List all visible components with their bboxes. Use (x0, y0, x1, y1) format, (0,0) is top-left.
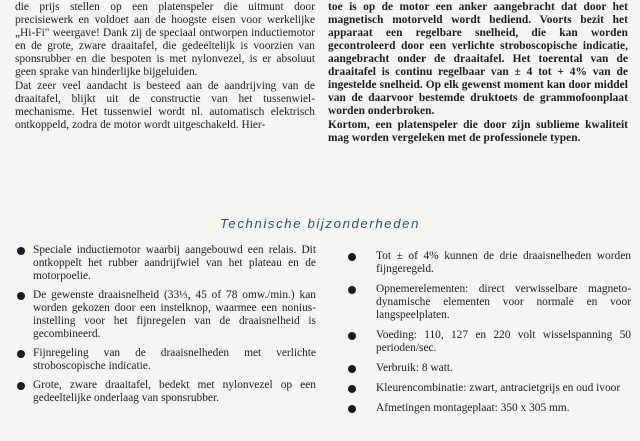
bullet-icon (348, 405, 356, 413)
bullet-icon (348, 286, 356, 294)
spec-item (16, 379, 316, 405)
spec-text: Speciale inductiemotor waarbij aangebouwd een relais. Dit ontkoppelt het rubber aandrijfwiel van het plateau en de motorpoelie. (33, 244, 316, 283)
spec-item (346, 283, 631, 322)
bullet-icon (17, 247, 25, 255)
spec-item (16, 244, 316, 283)
bullet-icon (348, 253, 356, 261)
bullet-icon (17, 292, 25, 300)
spec-text: De gewenste draaisnelheid (33⅓, 45 of 78 omw./min.) kan worden gekozen door een instelknop, waarmee een nonius-instelling voor het fijnregelen van de draaisnelheid is gecombineerd. (33, 289, 316, 341)
intro-paragraph: die prijs stellen op een platenspeler die uitmunt door precisiewerk en voldoet aan de hoogste eisen voor werkelijke „Hi-Fi" weergave! Dank zij de speciaal ontworpen inductiemotor en de grote, zware draaitafel, die gedeeltelijk is voorzien van sponsrubber en die bespoten is met nylonvezel, is er absoluut geen sprake van hinderlijke bijgeluiden. (15, 1, 315, 79)
spec-text: Tot ± of 4% kunnen de drie draaisnelheden worden fijngeregeld. (376, 250, 631, 276)
spec-item (16, 347, 316, 373)
spec-text: Opnemerelementen: direct verwisselbare magneto-dynamische elementen voor normale en voor langspeelplaten. (376, 283, 631, 322)
specs-left-list (16, 244, 316, 412)
spec-item (346, 382, 631, 395)
spec-item (346, 329, 631, 355)
spec-item (346, 402, 631, 415)
spec-text: Verbruik: 8 watt. (376, 362, 453, 375)
intro-paragraph: toe is op de motor een anker aangebracht dat door het magnetisch motorveld wordt bediend. Voorts bezit het apparaat een regelbare snelheid, die kan worden gecontroleerd door een verlichte stroboscopische indicatie, aangebracht onder de draaitafel. Het toerental van de draaitafel is continu regelbaar van ± 4 tot + 4% van de ingestelde snelheid. Op elk gewenst moment kan door middel van de daarvoor bestemde druktoets de grammofoonplaat worden onderbroken. (328, 1, 628, 118)
intro-paragraph: Kortom, een platenspeler die door zijn sublieme kwaliteit mag worden vergeleken met de professionele typen. (328, 119, 628, 145)
spec-text: Grote, zware draaitafel, bedekt met nylonvezel op een gedeeltelijke onderlaag van sponsrubber. (33, 379, 316, 405)
bullet-icon (348, 385, 356, 393)
spec-text: Kleurencombinatie: zwart, antracietgrijs en oud ivoor (376, 382, 621, 395)
bullet-icon (17, 350, 25, 358)
intro-left-column (15, 1, 315, 132)
spec-text: Voeding: 110, 127 en 220 volt wisselspanning 50 perioden/sec. (376, 329, 631, 355)
spec-text: Fijnregeling van de draaisnelheden met verlichte stroboscopische indicatie. (33, 347, 316, 373)
bullet-icon (348, 365, 356, 373)
spec-text: Afmetingen montageplaat: 350 x 305 mm. (376, 402, 570, 415)
section-heading: Technische bijzonderheden (219, 216, 421, 231)
spec-item (346, 250, 631, 276)
specs-right-list (346, 250, 631, 422)
bullet-icon (17, 382, 25, 390)
spec-item (346, 362, 631, 375)
intro-paragraph: Dat zeer veel aandacht is besteed aan de aandrijving van de draaitafel, blijkt uit de constructie van het tussenwiel-mechanisme. Het tussenwiel wordt nl. automatisch elektrisch ontkoppeld, zodra de motor wordt uitgeschakeld. Hier- (15, 80, 315, 132)
spec-item (16, 289, 316, 341)
intro-right-column (328, 1, 628, 146)
bullet-icon (348, 332, 356, 340)
